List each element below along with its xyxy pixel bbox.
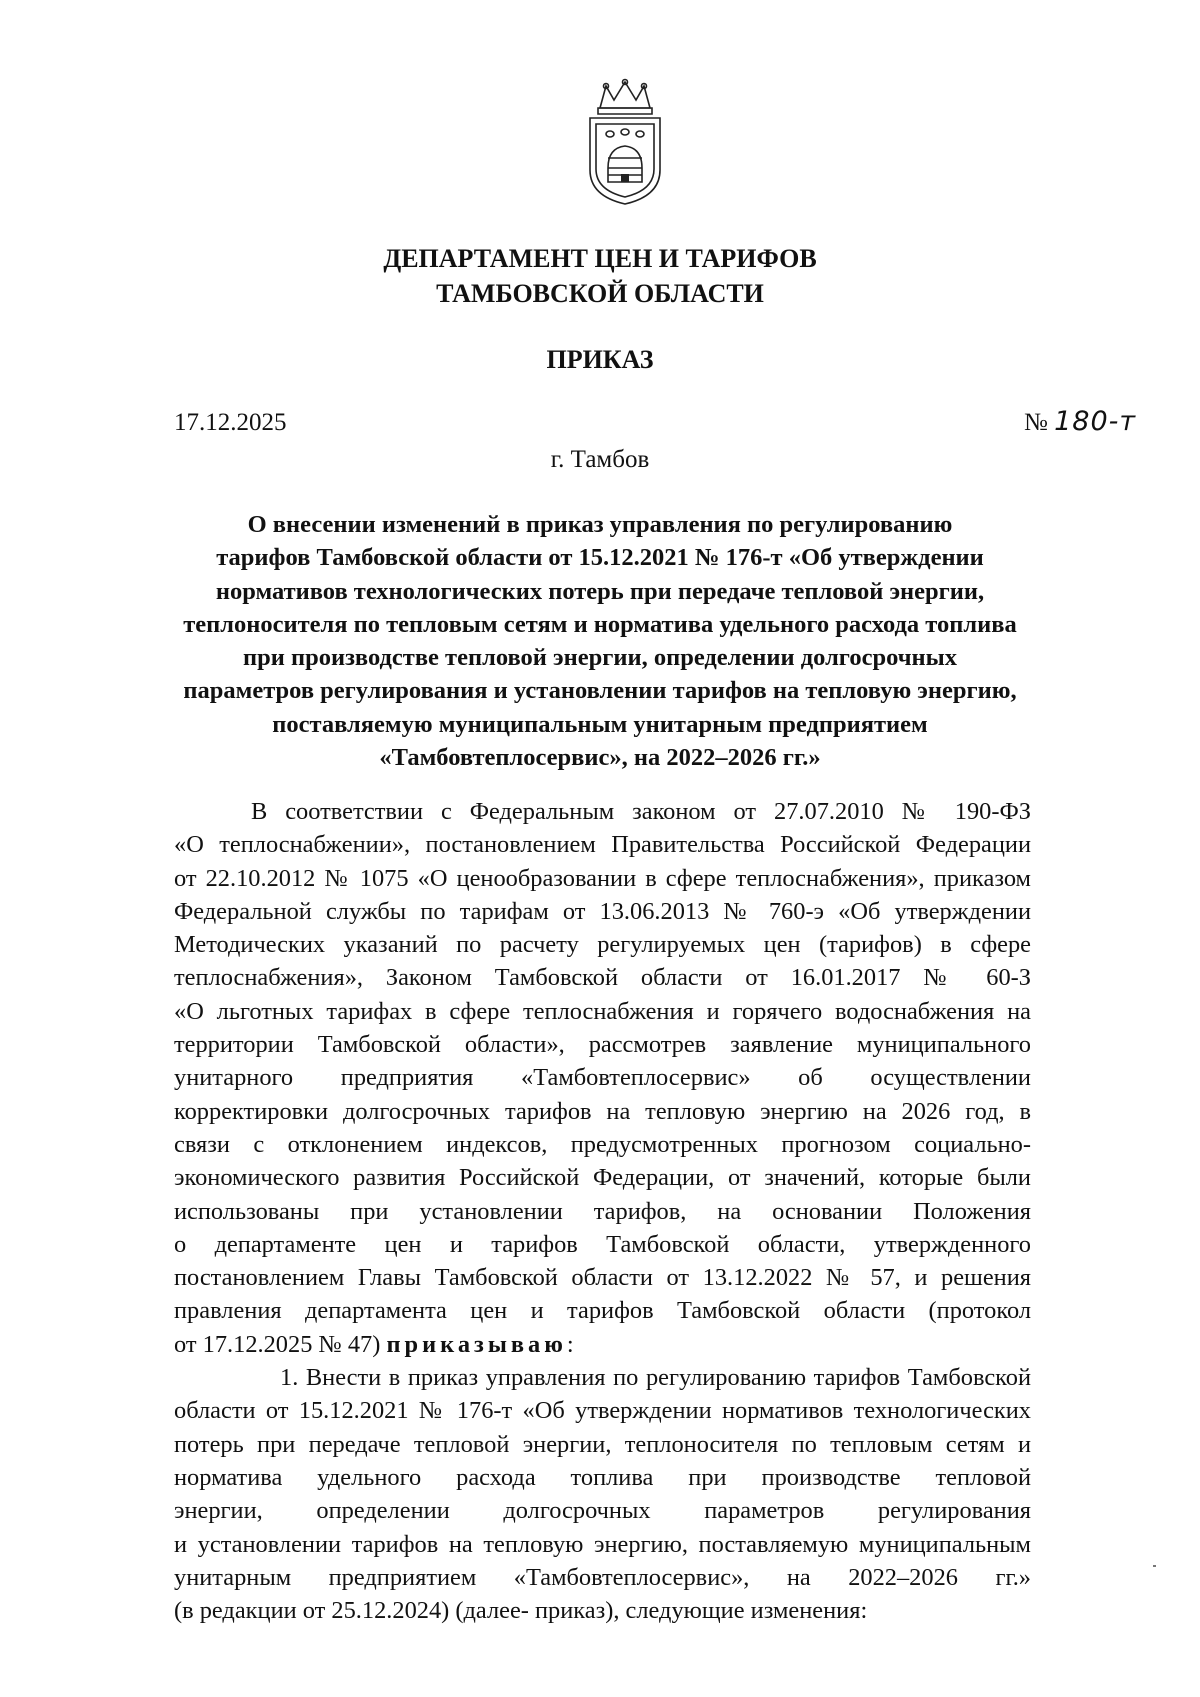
body-line: связи с отклонением индексов, предусмотренных прогнозом социально- bbox=[174, 1130, 1031, 1158]
body-line: территории Тамбовской области», рассмотрев заявление муниципального bbox=[174, 1031, 1031, 1059]
order-word: приказываю bbox=[386, 1330, 567, 1358]
body-line: Федеральной службы по тарифам от 13.06.2013 № 760-э «Об утверждении bbox=[174, 897, 1031, 925]
body-line: от 22.10.2012 № 1075 «О ценообразовании в сфере теплоснабжения», приказом bbox=[174, 864, 1031, 892]
coat-of-arms-emblem bbox=[578, 78, 672, 208]
body-line-order bbox=[174, 1328, 1031, 1361]
body-line: В соответствии с Федеральным законом от 27.07.2010 № 190-ФЗ bbox=[251, 798, 1031, 825]
handwritten-number: 180-т bbox=[1054, 406, 1137, 437]
document-type: ПРИКАЗ bbox=[546, 345, 654, 374]
body-line: использованы при установлении тарифов, на основании Положения bbox=[174, 1197, 1031, 1225]
document-subject bbox=[170, 508, 1030, 774]
body-line: и установлении тарифов на тепловую энергию, поставляемую муниципальным bbox=[174, 1530, 1031, 1558]
body-line: «О теплоснабжении», постановлением Правительства Российской Федерации bbox=[174, 831, 1031, 859]
document-body bbox=[174, 795, 1031, 1627]
body-line: унитарного предприятия «Тамбовтеплосервис» об осуществлении bbox=[174, 1064, 1031, 1092]
body-line: потерь при передаче тепловой энергии, теплоносителя по тепловым сетям и bbox=[174, 1430, 1031, 1458]
body-line: экономического развития Российской Федерации, от значений, которые были bbox=[174, 1164, 1031, 1192]
body-line-end: от 17.12.2025 № 47) bbox=[174, 1330, 381, 1358]
order-colon: : bbox=[566, 1330, 574, 1358]
document-number bbox=[1024, 406, 1136, 437]
number-prefix: № bbox=[1024, 409, 1048, 436]
department-name-line1: ДЕПАРТАМЕНТ ЦЕН И ТАРИФОВ bbox=[383, 244, 817, 273]
subject-line: О внесении изменений в приказ управления по регулированию bbox=[247, 511, 953, 538]
body-line: (в редакции от 25.12.2024) (далее- приказ), следующие изменения: bbox=[174, 1597, 868, 1625]
body-line: «О льготных тарифах в сфере теплоснабжения и горячего водоснабжения на bbox=[174, 997, 1031, 1025]
document-city: г. Тамбов bbox=[550, 446, 650, 473]
subject-line: нормативов технологических потерь при передаче тепловой энергии, bbox=[215, 577, 985, 605]
subject-line: теплоносителя по тепловым сетям и норматива удельного расхода топлива bbox=[183, 610, 1017, 638]
body-line: унитарным предприятием «Тамбовтеплосервис», на 2022–2026 гг.» bbox=[174, 1563, 1031, 1591]
department-name-line2: ТАМБОВСКОЙ ОБЛАСТИ bbox=[436, 279, 764, 308]
subject-line: «Тамбовтеплосервис», на 2022–2026 гг.» bbox=[379, 744, 821, 772]
scan-speck bbox=[1153, 1565, 1156, 1567]
subject-line: тарифов Тамбовской области от 15.12.2021 № 176-т «Об утверждении bbox=[216, 544, 984, 572]
subject-line: параметров регулирования и установлении тарифов на тепловую энергию, bbox=[183, 677, 1017, 705]
body-line: корректировки долгосрочных тарифов на тепловую энергию на 2026 год, в bbox=[174, 1097, 1031, 1125]
body-line: о департаменте цен и тарифов Тамбовской области, утвержденного bbox=[174, 1230, 1031, 1258]
body-line: 1. Внести в приказ управления по регулированию тарифов Тамбовской bbox=[280, 1364, 1031, 1392]
body-line: постановлением Главы Тамбовской области от 13.12.2022 № 57, и решения bbox=[174, 1264, 1031, 1292]
body-line: энергии, определении долгосрочных параметров регулирования bbox=[174, 1497, 1031, 1525]
tambov-coat-of-arms-icon bbox=[578, 78, 672, 208]
body-line: области от 15.12.2021 № 176-т «Об утверждении нормативов технологических bbox=[174, 1397, 1031, 1425]
body-line: правления департамента цен и тарифов Тамбовской области (протокол bbox=[174, 1297, 1031, 1325]
body-line: норматива удельного расхода топлива при производстве тепловой bbox=[174, 1463, 1031, 1491]
subject-line: поставляемую муниципальным унитарным предприятием bbox=[272, 710, 928, 738]
body-line: Методических указаний по расчету регулируемых цен (тарифов) в сфере bbox=[174, 931, 1031, 959]
body-line: теплоснабжения», Законом Тамбовской области от 16.01.2017 № 60-З bbox=[174, 964, 1031, 992]
subject-line: при производстве тепловой энергии, определении долгосрочных bbox=[242, 644, 958, 672]
document-date: 17.12.2025 bbox=[174, 409, 287, 436]
